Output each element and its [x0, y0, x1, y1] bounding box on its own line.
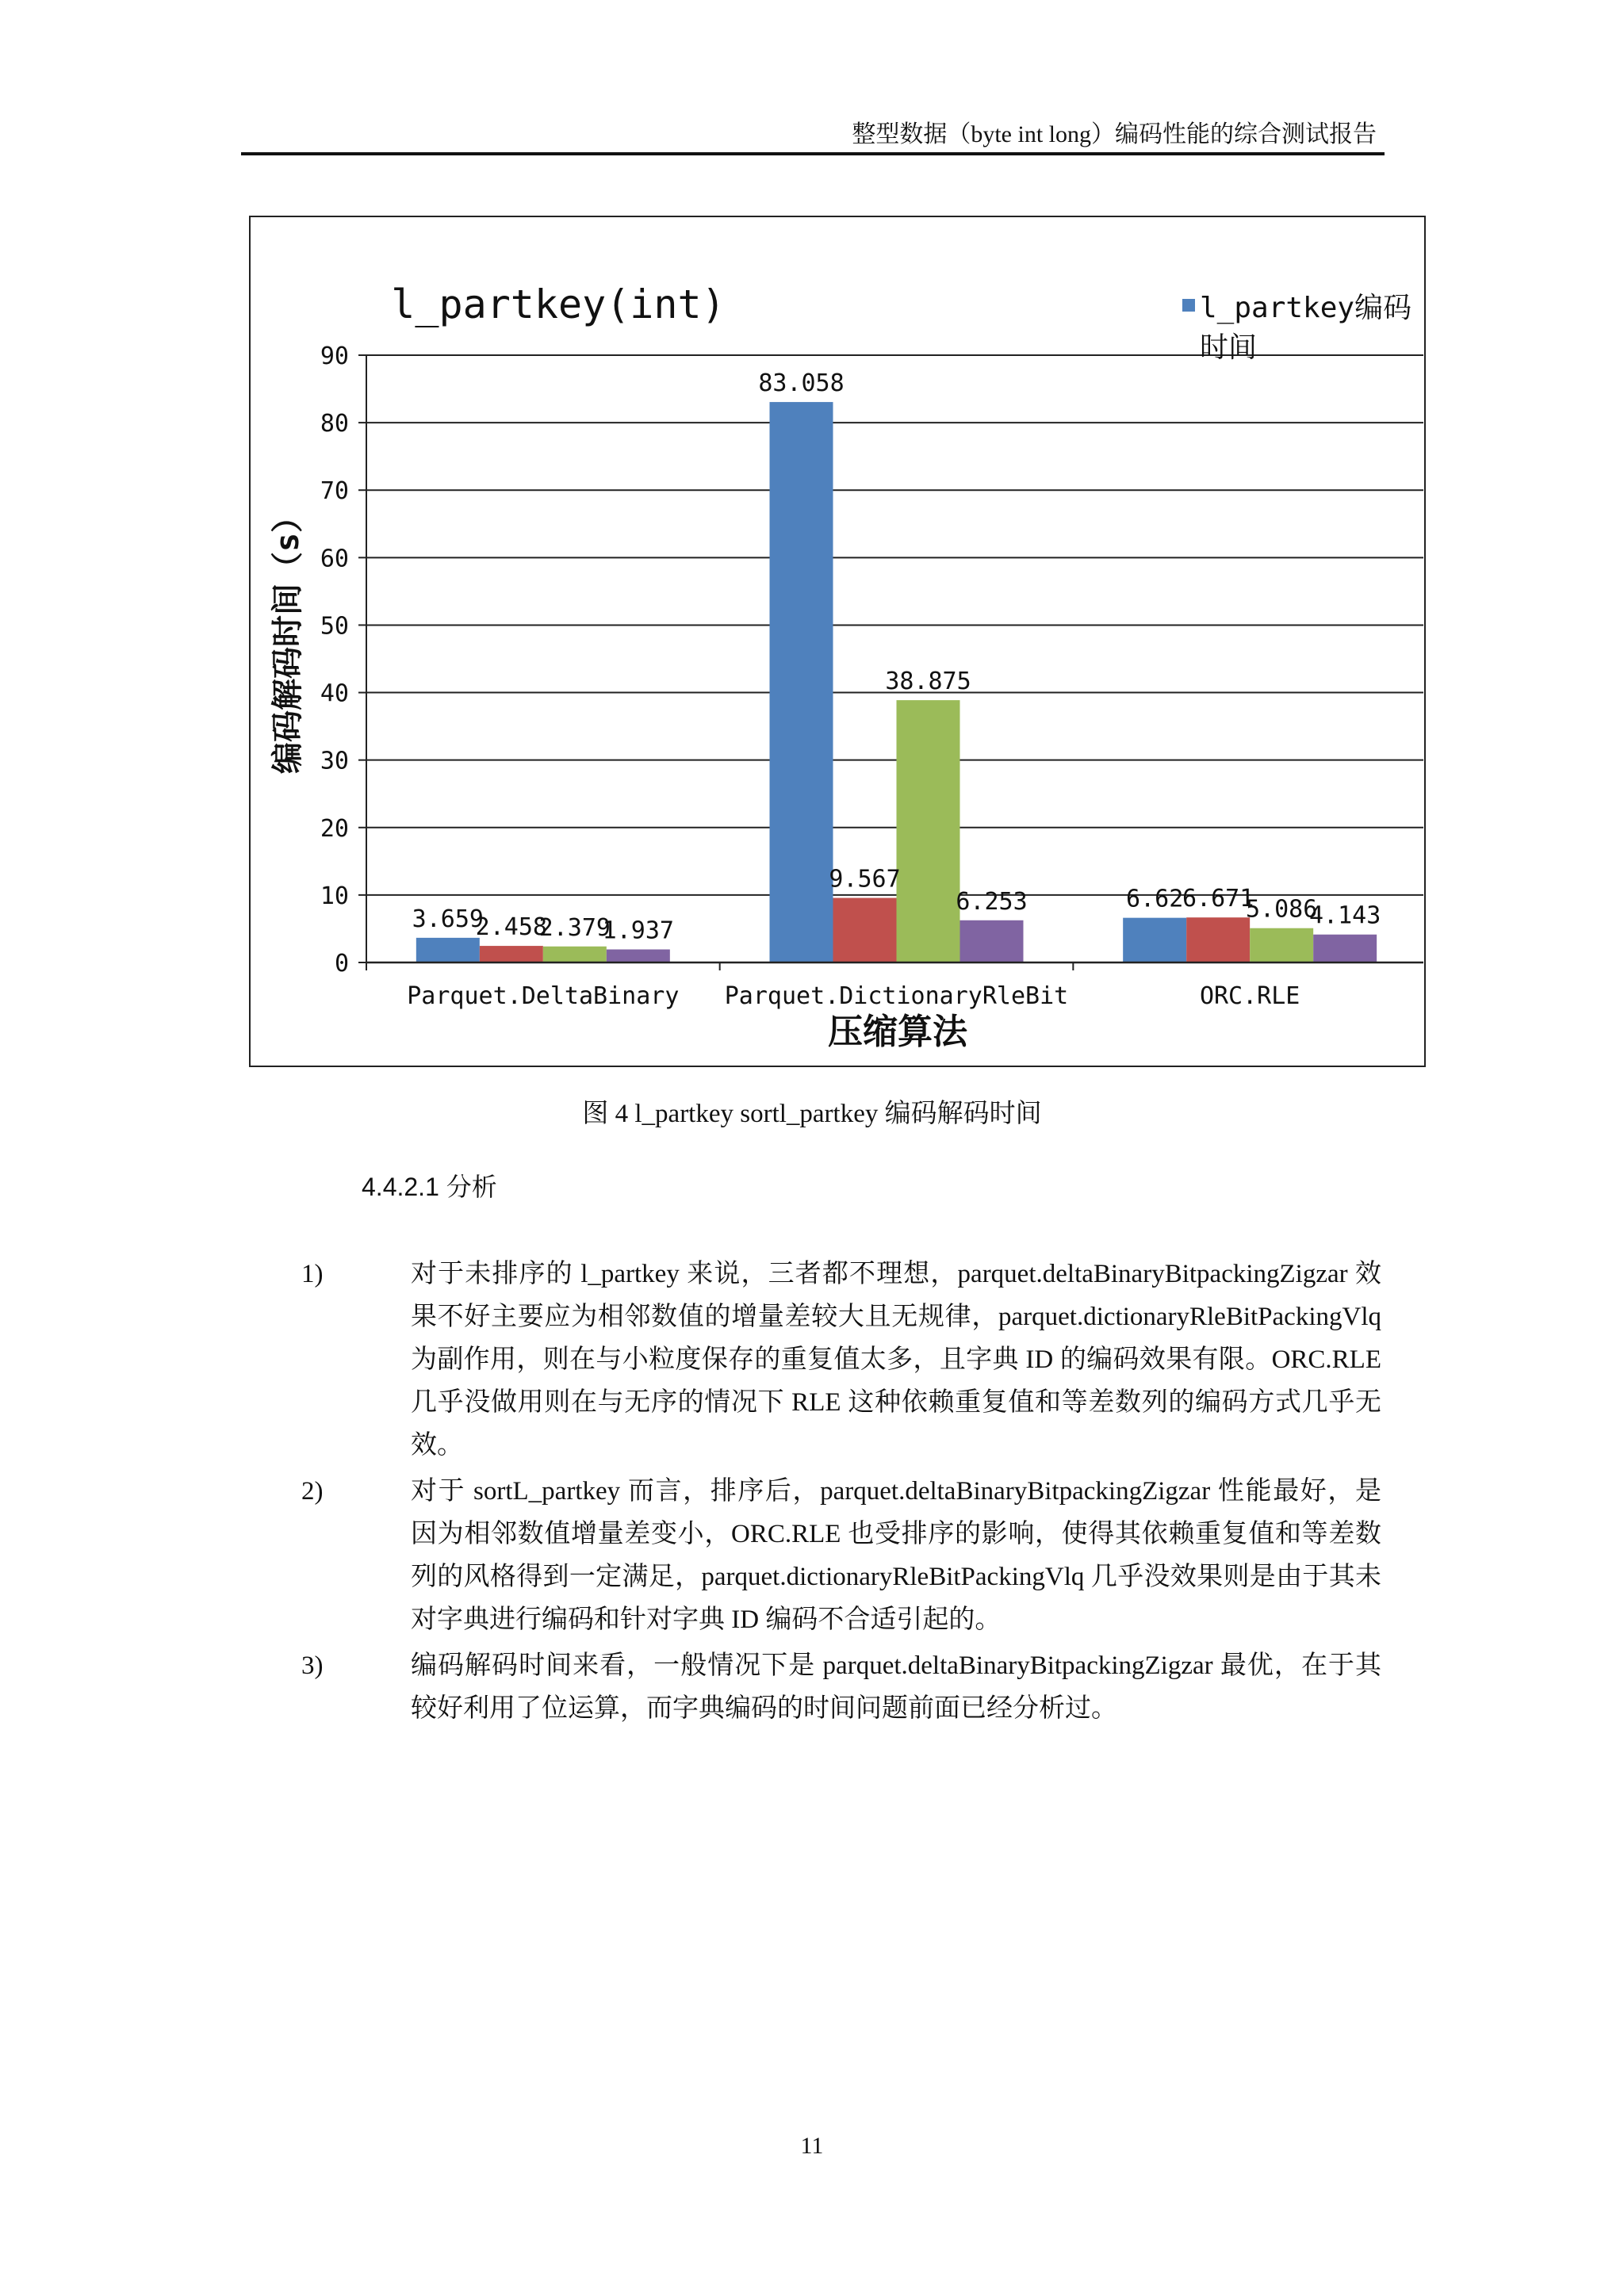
item-text: 对于 sortL_partkey 而言，排序后，parquet.deltaBinaryBitpackingZigzar 性能最好，是因为相邻数值增量差变小，ORC.RLE 也受排序的影响，使得其依赖重复值和等差数列的风格得到一定满足，parquet.dictionaryRleBitPackingVlq 几乎没效果则是由于其未对字典进行编码和针对字典 ID 编码不合适引起的。 [411, 1477, 1381, 1634]
y-tick-label: 70 [320, 477, 349, 506]
item-text: 对于未排序的 l_partkey 来说，三者都不理想，parquet.deltaBinaryBitpackingZigzar 效果不好主要应为相邻数值的增量差较大且无规律，parquet.dictionaryRleBitPackingVlq 为副作用，则在与小粒度保存的重复值太多，且字典 ID 的编码效果有限。ORC.RLE 几乎没做用则在与无序的情况下 RLE 这种依赖重复值和等差数列的编码方式几乎无效。 [411, 1260, 1381, 1460]
y-axis-title: 编码解码时间（s） [270, 500, 306, 775]
bar [480, 946, 543, 962]
chart-title: l_partkey(int) [391, 281, 726, 327]
page-number: 11 [800, 2133, 824, 2159]
y-tick-label: 10 [320, 882, 349, 910]
bar [416, 938, 480, 962]
data-label: 6.671 [1182, 885, 1254, 913]
item-number: 3) [301, 1651, 324, 1680]
running-title: 整型数据（byte int long）编码性能的综合测试报告 [852, 121, 1377, 147]
bar [897, 700, 960, 962]
analysis-item [301, 1470, 1381, 1641]
data-label: 6.253 [956, 887, 1028, 916]
bar [960, 920, 1024, 962]
bar [543, 947, 607, 962]
data-label: 9.567 [829, 865, 901, 894]
bar [607, 950, 670, 962]
data-label: 2.458 [475, 913, 547, 942]
bar [1186, 917, 1250, 962]
legend-label-cont: 时间 [1200, 331, 1258, 364]
analysis-list [301, 1253, 1381, 1733]
bar [1123, 918, 1186, 962]
y-tick-label: 40 [320, 679, 349, 708]
bar [1313, 935, 1377, 962]
chart-frame [249, 216, 1426, 1067]
data-label: 4.143 [1309, 901, 1381, 930]
legend-swatch [1182, 299, 1195, 312]
bar [770, 402, 833, 962]
data-label: 1.937 [602, 916, 674, 945]
y-tick-label: 30 [320, 747, 349, 775]
data-label: 6.62 [1126, 885, 1184, 913]
section-heading: 4.4.2.1 分析 [362, 1173, 497, 1201]
y-tick-label: 0 [334, 950, 349, 978]
analysis-item [301, 1644, 1381, 1730]
x-tick-label: ORC.RLE [1199, 982, 1300, 1010]
data-label: 3.659 [412, 905, 484, 933]
analysis-item [301, 1253, 1381, 1467]
data-label: 2.379 [538, 913, 611, 942]
y-tick-label: 90 [320, 342, 349, 370]
x-axis-title: 压缩算法 [828, 1012, 967, 1052]
y-tick-label: 20 [320, 814, 349, 843]
data-label: 83.058 [758, 369, 845, 398]
bar [833, 898, 897, 962]
item-number: 2) [301, 1477, 324, 1506]
data-label: 38.875 [885, 668, 971, 696]
running-header [241, 108, 1385, 155]
legend [1182, 292, 1411, 364]
y-tick-label: 80 [320, 410, 349, 438]
y-tick-label: 60 [320, 545, 349, 573]
item-number: 1) [301, 1260, 324, 1288]
bar [1250, 928, 1313, 962]
legend-label: l_partkey编码 [1200, 292, 1412, 324]
y-tick-label: 50 [320, 612, 349, 641]
x-tick-label: Parquet.DictionaryRleBit [724, 982, 1069, 1010]
item-text: 编码解码时间来看，一般情况下是 parquet.deltaBinaryBitpackingZigzar 最优，在于其较好利用了位运算，而字典编码的时间问题前面已经分析过。 [411, 1651, 1381, 1723]
x-tick-label: Parquet.DeltaBinary [407, 982, 680, 1010]
data-label: 5.086 [1246, 895, 1318, 924]
bar-chart [251, 217, 1423, 1065]
figure-caption: 图 4 l_partkey sortl_partkey 编码解码时间 [582, 1100, 1042, 1128]
